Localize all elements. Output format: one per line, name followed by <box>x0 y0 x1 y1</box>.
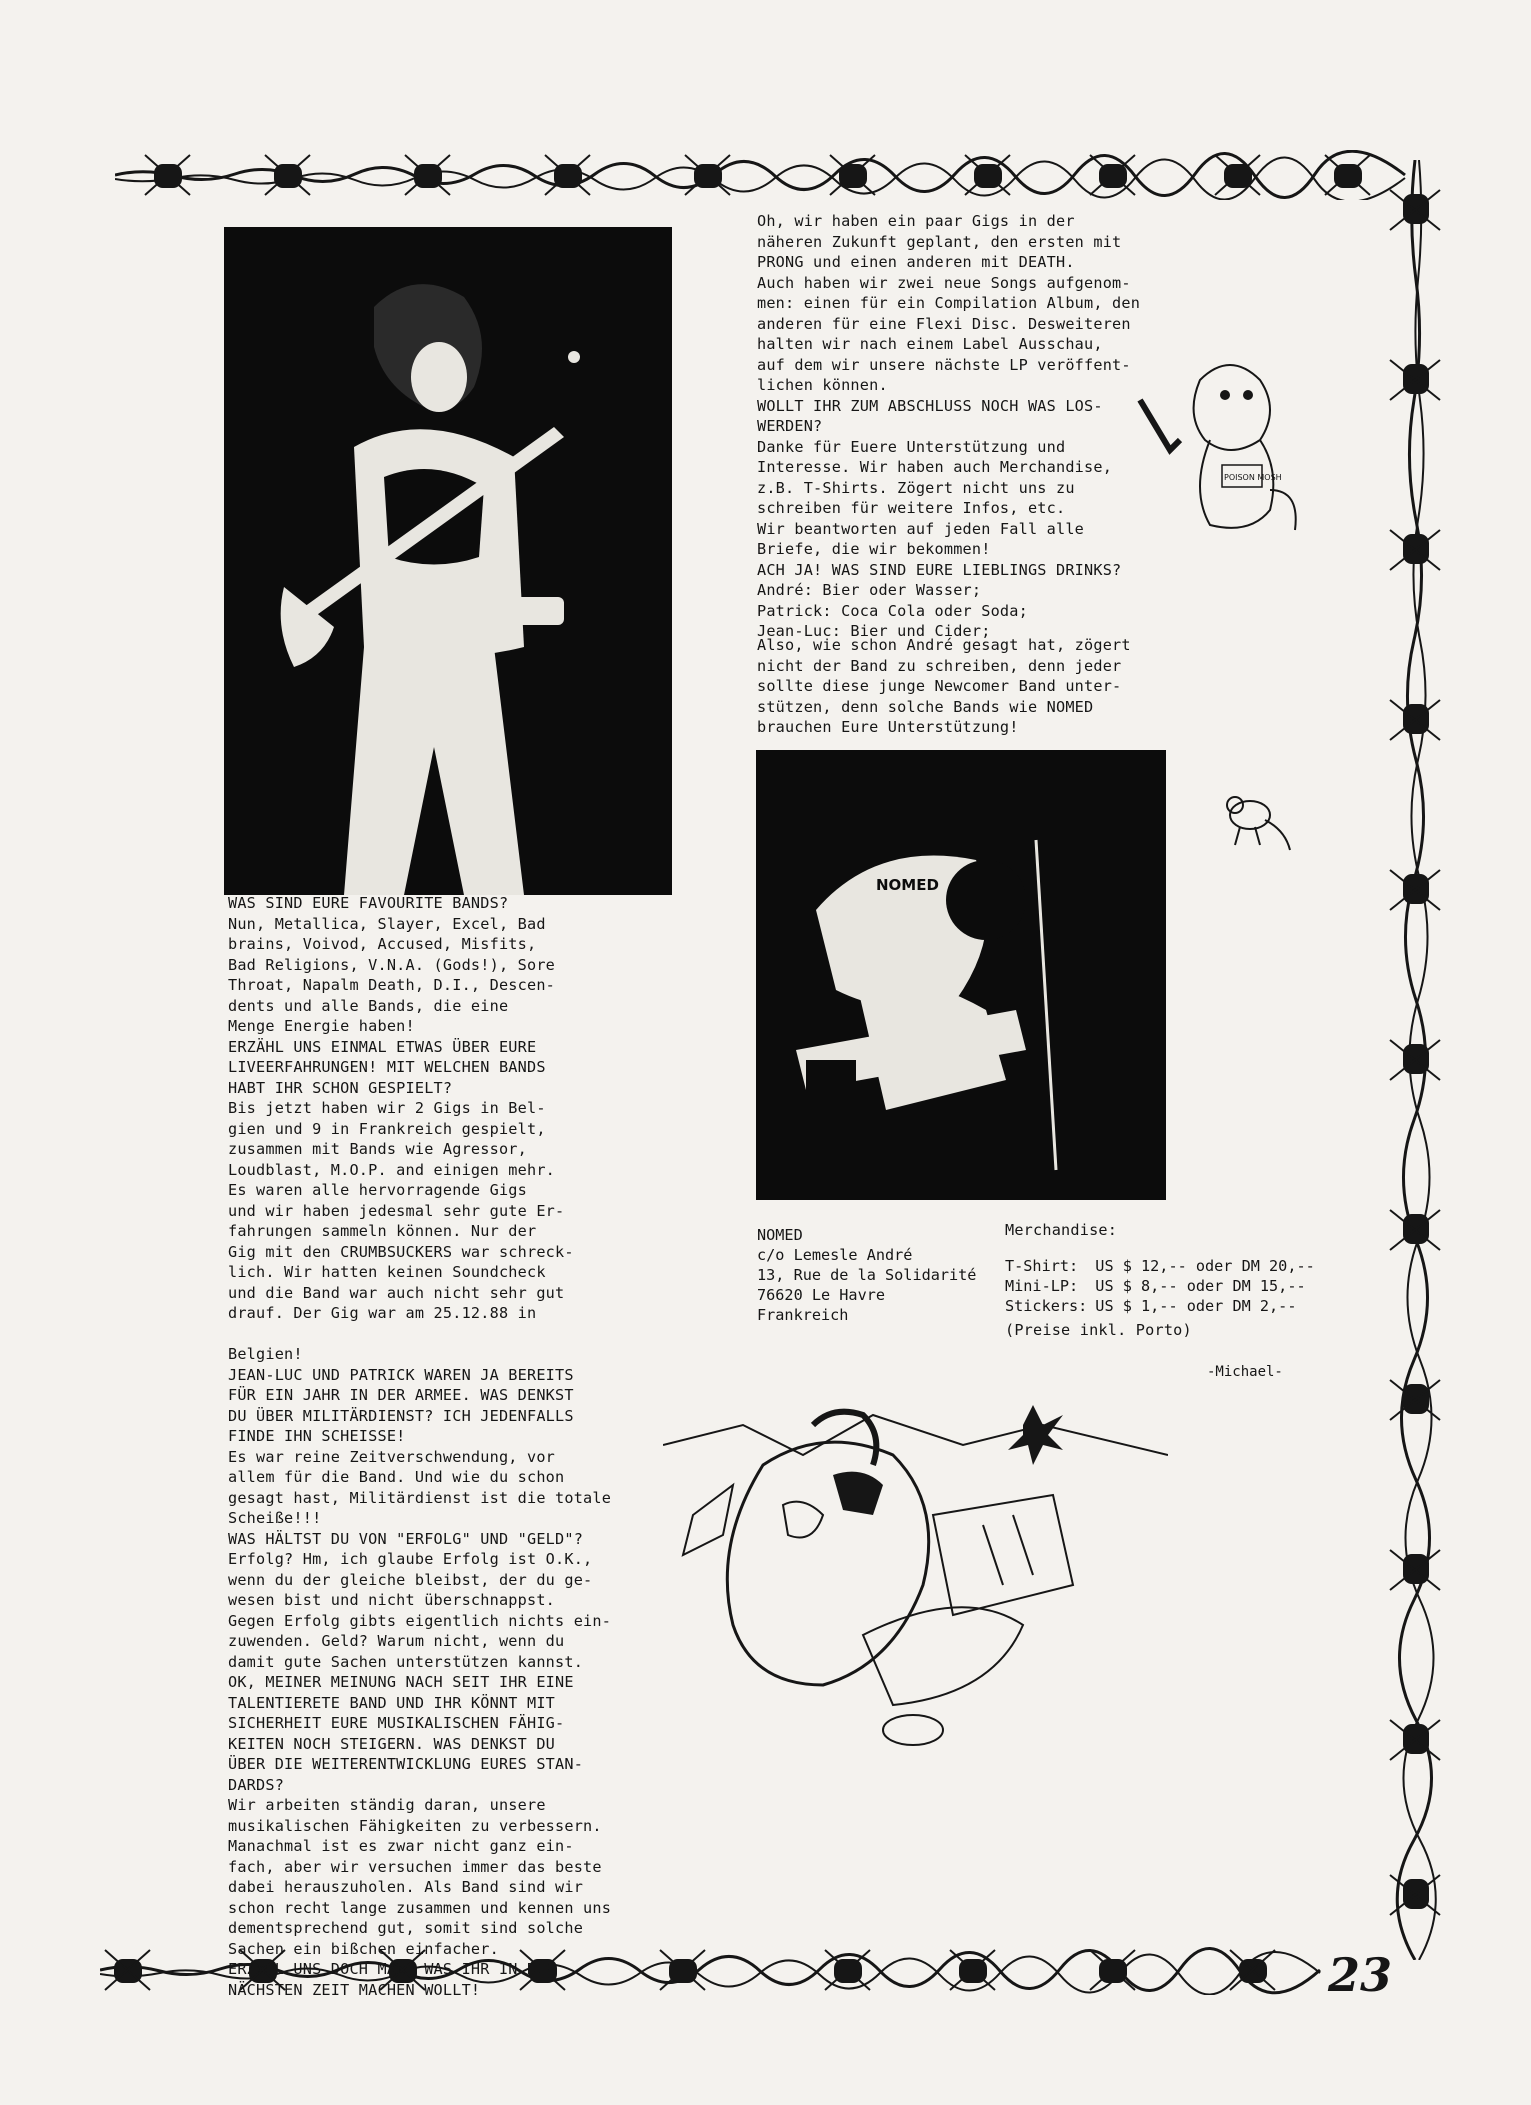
merchandise-title: Merchandise: <box>1005 1221 1118 1239</box>
merch-item-price: US $ 12,-- oder DM 20,-- <box>1095 1257 1315 1275</box>
merch-item-name: Stickers: <box>1005 1297 1088 1315</box>
page-number: 23 <box>1328 1948 1393 2002</box>
barbed-wire-right <box>1380 160 1450 1960</box>
rat-shirt-label: POISON MOSH <box>1224 473 1282 482</box>
merchandise-table <box>1005 1256 1323 1316</box>
rat-cartoon-drawing <box>1130 340 1300 540</box>
interview-right-column-top: Oh, wir haben ein paar Gigs in der näheren Zukunft geplant, den ersten mit PRONG und einen anderen mit DEATH. Auch haben wir zwei neue Songs aufgenom- men: einen für ein Compilation Album, den anderen für eine Flexi Disc. Desweiteren halten wir nach einem Label Ausschau, auf dem wir unsere nächste LP veröffent- lichen können. WOLLT IHR ZUM ABSCHLUSS NOCH WAS LOS- WERDEN? Danke für Euere Unterstützung und Interesse. Wir haben auch Merchandise, z.B. T-Shirts. Zögert nicht uns zu schreiben für weitere Infos, etc. Wir beantworten auf jeden Fall alle Briefe, die wir bekommen! ACH JA! WAS SIND EURE LIEBLINGS DRINKS? André: Bier oder Wasser; Patrick: Coca Cola oder Soda; Jean-Luc: Bier und Cider; <box>757 212 1141 640</box>
photo-shirt-text: NOMED <box>876 876 939 894</box>
interview-right-column-bottom: Also, wie schon André gesagt hat, zögert nicht der Band zu schreiben, denn jeder sollte diese junge Newcomer Band unter- stützen, denn solche Bands wie NOMED brauchen Eure Unterstützung! <box>757 636 1131 736</box>
merch-row <box>1005 1256 1323 1276</box>
merch-item-price: US $ 1,-- oder DM 2,-- <box>1095 1297 1297 1315</box>
band-photo-nomed <box>756 750 1166 1200</box>
interview-left-column: WAS SIND EURE FAVOURITE BANDS? Nun, Metallica, Slayer, Excel, Bad brains, Voivod, Accused, Misfits, Bad Religions, V.N.A. (Gods!), Sore Throat, Napalm Death, D.I., Descen- dents und alle Bands, die eine Menge Energie haben! ERZÄHL UNS EINMAL ETWAS ÜBER EURE LIVEERFAHRUNGEN! MIT WELCHEN BANDS HABT IHR SCHON GESPIELT? Bis jetzt haben wir 2 Gigs in Bel- gien und 9 in Frankreich gespielt, zusammen mit Bands wie Agressor, Loudblast, M.O.P. and einigen mehr. Es waren alle hervorragende Gigs und wir haben jedesmal sehr gute Er- fahrungen sammeln können. Nur der Gig mit den CRUMBSUCKERS war schreck- lich. Wir hatten keinen Soundcheck und die Band war auch nicht sehr gut drauf. Der Gig war am 25.12.88 in Belgien! JEAN-LUC UND PATRICK WAREN JA BEREITS FÜR EIN JAHR IN DER ARMEE. WAS DENKST DU ÜBER MILITÄRDIENST? ICH JEDENFALLS FINDE IHN SCHEISSE! Es war reine Zeitverschwendung, vor allem für die Band. Und wie du schon gesagt hast, Militärdienst ist die totale Scheiße!!! WAS HÄLTST DU VON "ERFOLG" UND "GELD"? Erfolg? Hm, ich glaube Erfolg ist O.K., wenn du der gleiche bleibst, der du ge- wesen bist und nicht überschnappst. Gegen Erfolg gibts eigentlich nichts ein- zuwenden. Geld? Warum nicht, wenn du damit gute Sachen unterstützen kannst. OK, MEINER MEINUNG NACH SEIT IHR EINE TALENTIERETE BAND UND IHR KÖNNT MIT SICHERHEIT EURE MUSIKALISCHEN FÄHIG- KEITEN NOCH STEIGERN. WAS DENKST DU ÜBER DIE WEITERENTWICKLUNG EURES STAN- DARDS? Wir arbeiten ständig daran, unsere musikalischen Fähigkeiten zu verbessern. Manachmal ist es zwar nicht ganz ein- fach, aber wir versuchen immer das beste dabei herauszuholen. Als Band sind wir schon recht lange zusammen und kennen uns dementsprechend gut, somit sind solche Sachen ein bißchen einfacher. ERZÄHL UNS DOCH MAL, WAS IHR IN DER NÄCHSTEN ZEIT MACHEN WOLLT! <box>228 894 612 1999</box>
merch-row <box>1005 1296 1323 1316</box>
monster-cartoon-drawing <box>663 1385 1168 1760</box>
merch-row <box>1005 1276 1323 1296</box>
band-address: NOMED c/o Lemesle André 13, Rue de la Solidarité 76620 Le Havre Frankreich <box>757 1226 977 1324</box>
author-signature: -Michael- <box>1207 1364 1283 1380</box>
band-photo-guitarist <box>224 227 672 895</box>
merch-item-name: T-Shirt: <box>1005 1257 1079 1275</box>
barbed-wire-top <box>115 150 1415 200</box>
merchandise-note: (Preise inkl. Porto) <box>1005 1321 1192 1339</box>
mouse-cartoon-drawing <box>1210 775 1300 865</box>
merch-item-name: Mini-LP: <box>1005 1277 1079 1295</box>
merch-item-price: US $ 8,-- oder DM 15,-- <box>1095 1277 1306 1295</box>
